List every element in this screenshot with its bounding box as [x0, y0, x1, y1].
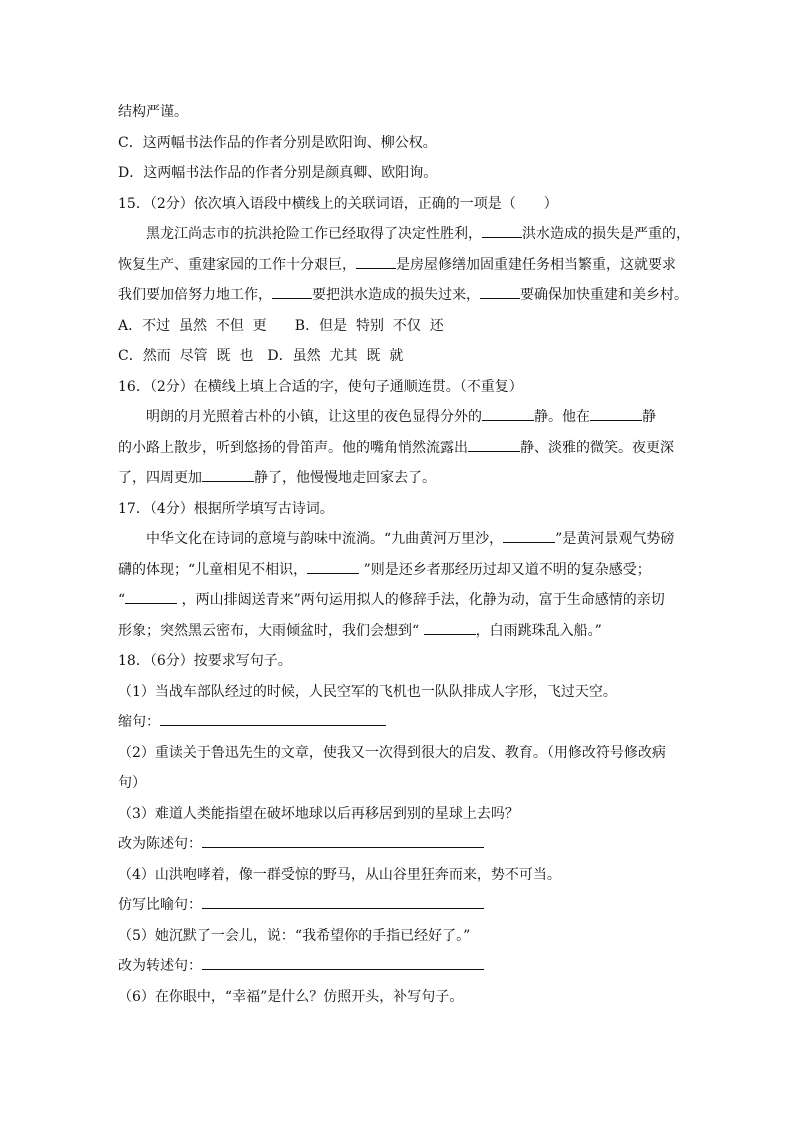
question-17-stem: 17．（4分）根据所学填写古诗词。	[118, 500, 334, 517]
passage-text: 礴的体现；“儿童相见不相识，	[118, 561, 308, 578]
question-18-item-3: （3）难道人类能指望在破坏地球以后再移居到别的星球上去吗？	[118, 805, 519, 822]
fill-blank[interactable]	[307, 559, 359, 574]
question-15-passage-line-2	[118, 250, 678, 281]
answer-line-5	[118, 951, 678, 982]
fill-blank[interactable]	[356, 254, 396, 269]
answer-blank[interactable]	[202, 955, 484, 970]
question-18-item-6: （6）在你眼中，“幸福”是什么？仿照开头，补写句子。	[118, 988, 464, 1005]
question-15-passage-line-1	[118, 219, 690, 250]
answer-label: 仿写比喻句：	[118, 897, 202, 913]
question-15-stem: 15．（2分）依次填入语段中横线上的关联词语，正确的一项是（ ）	[118, 195, 558, 212]
question-15-options-cd: C．然而 尽管 既 也 D．虽然 尤其 既 就	[118, 348, 404, 364]
fill-blank[interactable]	[503, 528, 555, 543]
question-18-item-1: （1）当战车部队经过的时候，人民空军的飞机也一队队排成人字形，飞过天空。	[118, 683, 617, 700]
passage-text: 要确保加快重建和美乡村。	[520, 287, 688, 303]
text-line: 结构严谨。	[118, 104, 188, 120]
passage-text: 恢复生产、重建家园的工作十分艰巨，	[118, 256, 356, 273]
question-18-stem: 18．（6分）按要求写句子。	[118, 653, 292, 669]
passage-text: 黑龙江尚志市的抗洪抢险工作已经取得了决定性胜利，	[146, 226, 482, 242]
option-c-line: C．这两幅书法作品的作者分别是欧阳询、柳公权。	[118, 134, 437, 151]
document-page	[118, 97, 690, 1012]
passage-text: 是房屋修缮加固重建任务相当繁重，这就要求	[396, 256, 676, 273]
question-17-passage-line-4	[118, 616, 678, 647]
passage-text: 静、淡雅的微笑。夜更深	[520, 439, 674, 456]
fill-blank[interactable]	[482, 223, 522, 238]
question-18-item-4: （4）山洪咆哮着，像一群受惊的野马，从山谷里狂奔而来，势不可当。	[118, 866, 561, 883]
question-17-passage-line-1	[118, 524, 678, 555]
passage-text: 的小路上散步，听到悠扬的骨笛声。他的嘴角悄然流露出	[118, 439, 468, 456]
question-16-passage-line-1	[118, 402, 678, 433]
option-d-line: D．这两幅书法作品的作者分别是颜真卿、欧阳询。	[118, 165, 438, 181]
answer-blank[interactable]	[160, 711, 386, 726]
passage-text: 明朗的月光照着古朴的小镇，让这里的夜色显得分外的	[146, 409, 482, 425]
fill-blank[interactable]	[590, 406, 642, 421]
question-18-item-2-cont: 句）	[118, 775, 146, 791]
question-15-passage-line-3	[118, 280, 688, 311]
question-18-item-2: （2）重读关于鲁迅先生的文章，使我又一次得到很大的启发、教育。（用修改符号修改病	[118, 744, 666, 761]
fill-blank[interactable]	[468, 437, 520, 452]
fill-blank[interactable]	[480, 284, 520, 299]
fill-blank[interactable]	[202, 467, 254, 482]
fill-blank[interactable]	[424, 620, 476, 635]
passage-text: 静。他在	[534, 409, 590, 425]
answer-line-4	[118, 890, 678, 921]
answer-label: 改为陈述句：	[118, 836, 202, 852]
fill-blank[interactable]	[125, 589, 177, 604]
answer-line-3	[118, 829, 678, 860]
answer-blank[interactable]	[202, 894, 484, 909]
question-16-stem: 16．（2分）在横线上填上合适的字，使句子通顺连贯。（不重复）	[118, 378, 523, 395]
answer-line-1	[118, 707, 678, 738]
question-16-passage-line-3	[118, 463, 678, 494]
passage-text: 静了，他慢慢地走回家去了。	[254, 470, 436, 486]
fill-blank[interactable]	[482, 406, 534, 421]
passage-text: 洪水造成的损失是严重的，	[522, 226, 690, 242]
question-16-passage-line-2	[118, 433, 678, 464]
answer-label: 改为转述句：	[118, 958, 202, 974]
passage-text: ，两山排闼送青来”两句运用拟人的修辞手法，化静为动，富于生命感情的亲切	[177, 592, 665, 608]
passage-text: “	[118, 592, 126, 608]
question-15-options-ab: A．不过 虽然 不但 更 B．但是 特别 不仅 还	[118, 317, 444, 334]
passage-text: 静	[642, 409, 656, 425]
answer-blank[interactable]	[202, 833, 484, 848]
question-17-passage-line-3	[118, 585, 678, 616]
passage-text: ”则是还乡者那经历过却又道不明的复杂感受；	[359, 561, 651, 578]
answer-label: 缩句：	[118, 714, 160, 730]
passage-text: 要把洪水造成的损失过来，	[312, 287, 480, 303]
passage-text: 我们要加倍努力地工作，	[118, 287, 272, 303]
passage-text: ”是黄河景观气势磅	[555, 531, 675, 547]
passage-text: 中华文化在诗词的意境与韵味中流淌。“九曲黄河万里沙，	[146, 531, 504, 547]
question-17-passage-line-2	[118, 555, 678, 586]
passage-text: ，白雨跳珠乱入船。”	[475, 622, 602, 639]
passage-text: 了，四周更加	[118, 470, 202, 486]
fill-blank[interactable]	[272, 284, 312, 299]
question-18-item-5: （5）她沉默了一会儿，说：“我希望你的手指已经好了。”	[118, 927, 471, 944]
passage-text: 形象；突然黑云密布，大雨倾盆时，我们会想到“	[118, 622, 424, 639]
